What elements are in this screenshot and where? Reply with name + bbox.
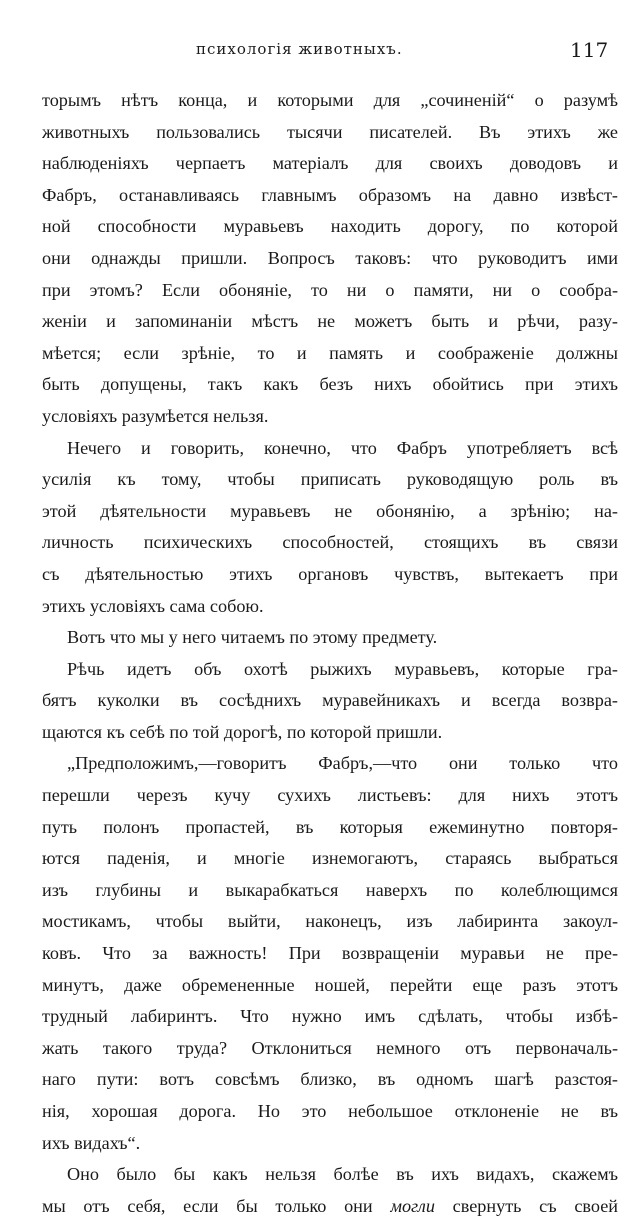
text-line: съ дѣятельностью этихъ органовъ чувствъ, вытекаетъ при — [42, 563, 618, 584]
text-line: ихъ видахъ“. — [42, 1132, 141, 1153]
text-line: щаются къ себѣ по той дорогѣ, по которой пришли. — [42, 721, 443, 742]
running-head — [0, 40, 620, 66]
final-line-end: свернуть съ своей — [452, 1195, 618, 1216]
text-line: наго пути: вотъ совсѣмъ близко, въ одномъ шагѣ разстоя- — [42, 1069, 618, 1090]
body-text — [42, 85, 618, 1222]
page-number: 117 — [570, 38, 609, 62]
text-line: животныхъ пользовались тысячи писателей. Въ этихъ же — [42, 121, 618, 142]
text-line: трудный лабиринтъ. Что нужно имъ сдѣлать, чтобы избѣ- — [42, 1006, 618, 1027]
text-line: Фабръ, останавливаясь главнымъ образомъ на давно извѣст- — [42, 184, 618, 205]
text-line: Нечего и говорить, конечно, что Фабръ употребляетъ всѣ — [67, 437, 618, 458]
text-line: этихъ условіяхъ сама собою. — [42, 595, 264, 616]
text-line: мѣется; если зрѣніе, то и память и соображеніе должны — [42, 342, 618, 363]
text-line: бятъ куколки въ сосѣднихъ муравейникахъ и всегда возвра- — [42, 690, 618, 711]
text-line: перешли черезъ кучу сухихъ листьевъ: для нихъ этотъ — [42, 785, 618, 806]
text-line: Вотъ что мы у него читаемъ по этому предмету. — [67, 627, 438, 648]
text-line: усилія къ тому, чтобы приписать руководящую роль въ — [42, 469, 618, 490]
text-line: условіяхъ разумѣется нельзя. — [42, 405, 269, 426]
text-line: жать такого труда? Отклониться немного отъ первоначаль- — [42, 1037, 618, 1058]
italic-word: могли — [390, 1195, 435, 1216]
text-line: наблюденіяхъ черпаетъ матеріалъ для своихъ доводовъ и — [42, 153, 618, 174]
text-line: путь полонъ пропастей, въ которыя ежеминутно повторя- — [42, 816, 618, 837]
text-line: Рѣчь идетъ объ охотѣ рыжихъ муравьевъ, которые гра- — [67, 658, 618, 679]
text-line: ной способности муравьевъ находить дорогу, по которой — [42, 216, 618, 237]
text-line: этой дѣятельности муравьевъ не обонянію, а зрѣнію; на- — [42, 500, 618, 521]
running-title: психологія животныхъ. — [196, 40, 403, 58]
text-line: изъ глубины и выкарабкаться наверхъ по колеблющимся — [42, 879, 618, 900]
text-line: торымъ нѣтъ конца, и которыми для „сочиненій“ о разумѣ — [42, 90, 618, 110]
text-line: при этомъ? Если обоняніе, то ни о памяти, ни о сообра- — [42, 279, 618, 300]
text-line: минутъ, даже обремененные ношей, перейти еще разъ этотъ — [42, 974, 618, 995]
text-line-final — [42, 1191, 618, 1222]
text-line: мостикамъ, чтобы выйти, наконецъ, изъ лабиринта закоул- — [42, 911, 618, 932]
text-line: ковъ. Что за важность! При возвращеніи муравьи не пре- — [42, 943, 618, 964]
text-line: они однажды пришли. Вопросъ таковъ: что руководитъ ими — [42, 247, 618, 268]
text-line: Оно было бы какъ нельзя болѣе въ ихъ видахъ, скажемъ — [67, 1164, 618, 1185]
text-line: „Предположимъ,—говоритъ Фабръ,—что они только что — [67, 753, 618, 774]
text-line: женіи и запоминаніи мѣстъ не можетъ быть и рѣчи, разу- — [42, 311, 618, 332]
text-line: личность психическихъ способностей, стоящихъ въ связи — [42, 532, 618, 553]
final-line-start: мы отъ себя, если бы только они — [42, 1195, 373, 1216]
text-line: ются паденія, и многіе изнемогаютъ, стараясь выбраться — [42, 848, 618, 869]
text-line: нія, хорошая дорога. Но это небольшое отклоненіе не въ — [42, 1101, 618, 1121]
text-line: быть допущены, такъ какъ безъ нихъ обойтись при этихъ — [42, 374, 618, 395]
